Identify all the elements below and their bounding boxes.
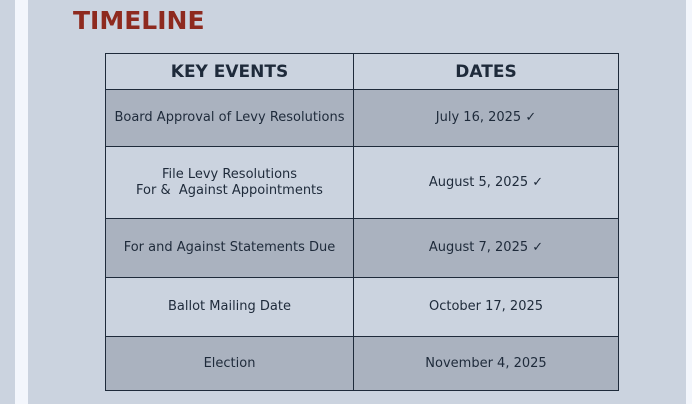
page-title: TIMELINE xyxy=(73,6,205,35)
event-label: For and Against Statements Due xyxy=(123,240,336,255)
header-key-events: KEY EVENTS xyxy=(106,54,354,90)
date-cell: August 5, 2025 ✓ xyxy=(354,147,619,219)
event-cell xyxy=(106,278,354,337)
event-cell xyxy=(106,90,354,147)
event-label: Board Approval of Levy Resolutions xyxy=(114,110,345,125)
header-dates: DATES xyxy=(354,54,619,90)
event-label: File Levy Resolutions xyxy=(161,166,298,182)
event-cell xyxy=(106,337,354,391)
event-cell xyxy=(106,147,354,219)
date-cell: August 7, 2025 ✓ xyxy=(354,219,619,278)
date-cell: October 17, 2025 xyxy=(354,278,619,337)
table-row xyxy=(106,90,619,147)
date-cell: November 4, 2025 xyxy=(354,337,619,391)
table-row xyxy=(106,219,619,278)
event-label: Ballot Mailing Date xyxy=(167,299,291,314)
event-label: Election xyxy=(203,355,256,371)
left-margin-strip xyxy=(15,0,28,404)
table-header-row xyxy=(106,54,619,90)
event-label-line2: For & Against Appointments xyxy=(136,182,323,198)
table-row xyxy=(106,147,619,219)
table-row xyxy=(106,278,619,337)
timeline-table xyxy=(105,53,619,391)
event-cell xyxy=(106,219,354,278)
date-cell: July 16, 2025 ✓ xyxy=(354,90,619,147)
table-row xyxy=(106,337,619,391)
right-margin-strip xyxy=(686,0,692,404)
